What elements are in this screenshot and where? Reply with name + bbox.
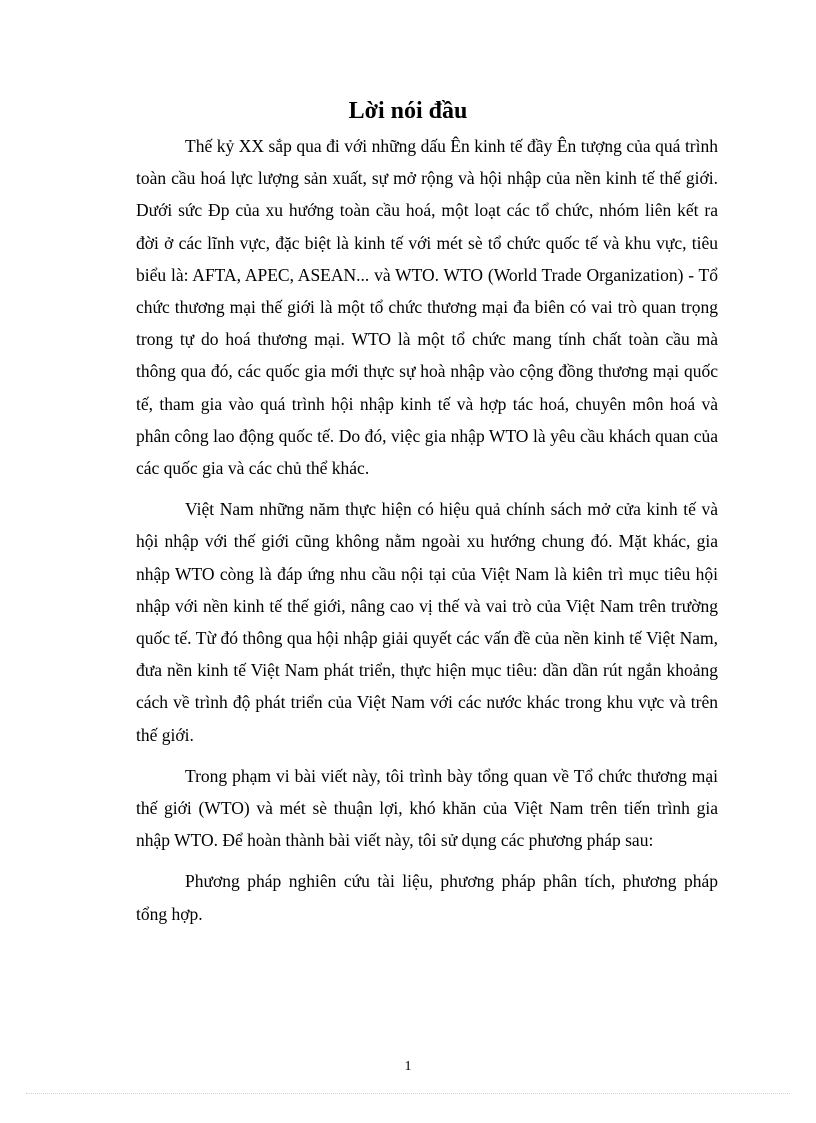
paragraph-vietnam: Việt Nam những năm thực hiện có hiệu quả chính sách mở cửa kinh tế và hội nhập với thế giới cũng không nằm ngoài xu hướng chung đó. Mặt khác, gia nhập WTO còng là đáp ứng nhu cầu nội tại của Việt Nam là kiên trì mục tiêu hội nhập với nền kinh tế thế giới, nâng cao vị thế và vai trò của Việt Nam trên trường quốc tế. Từ đó thông qua hội nhập giải quyết các vấn đề của nền kinh tế Việt Nam, đưa nền kinh tế Việt Nam phát triển, thực hiện mục tiêu: dần dần rút ngắn khoảng cách về trình độ phát triển của Việt Nam với các nước khác trong khu vực và trên thế giới. (136, 499, 718, 745)
page-title: Lời nói đầu (348, 98, 468, 124)
document-body (136, 130, 718, 930)
page-number: 1 (404, 1059, 412, 1074)
paragraph-intro: Thế kỷ XX sắp qua đi với những dấu Ên kinh tế đầy Ên tượng của quá trình toàn cầu hoá lực lượng sản xuất, sự mở rộng và hội nhập của nền kinh tế thế giới. Dưới sức Ðp của xu hướng toàn cầu hoá, một loạt các tổ chức, nhóm liên kết ra đời ở các lĩnh vực, đặc biệt là kinh tế với mét sè tổ chức quốc tế và khu vực, tiêu biểu là: AFTA, APEC, ASEAN... và WTO. WTO (World Trade Organization) - Tổ chức thương mại thế giới là một tổ chức thương mại đa biên có vai trò quan trọng trong tự do hoá thương mại. WTO là một tổ chức mang tính chất toàn cầu mà thông qua đó, các quốc gia mới thực sự hoà nhập vào cộng đồng thương mại quốc tế, tham gia vào quá trình hội nhập kinh tế và hợp tác hoá, chuyên môn hoá và phân công lao động quốc tế. Do đó, việc gia nhập WTO là yêu cầu khách quan của các quốc gia và các chủ thể khác. (136, 136, 718, 479)
paragraph-methods: Phương pháp nghiên cứu tài liệu, phương pháp phân tích, phương pháp tổng hợp. (136, 871, 718, 924)
paragraph-scope: Trong phạm vi bài viết này, tôi trình bày tổng quan về Tổ chức thương mại thế giới (WTO) và mét sè thuận lợi, khó khăn của Việt Nam trên tiến trình gia nhập WTO. Để hoàn thành bài viết này, tôi sử dụng các phương pháp sau: (136, 765, 718, 851)
page-bottom-divider (26, 1093, 790, 1094)
